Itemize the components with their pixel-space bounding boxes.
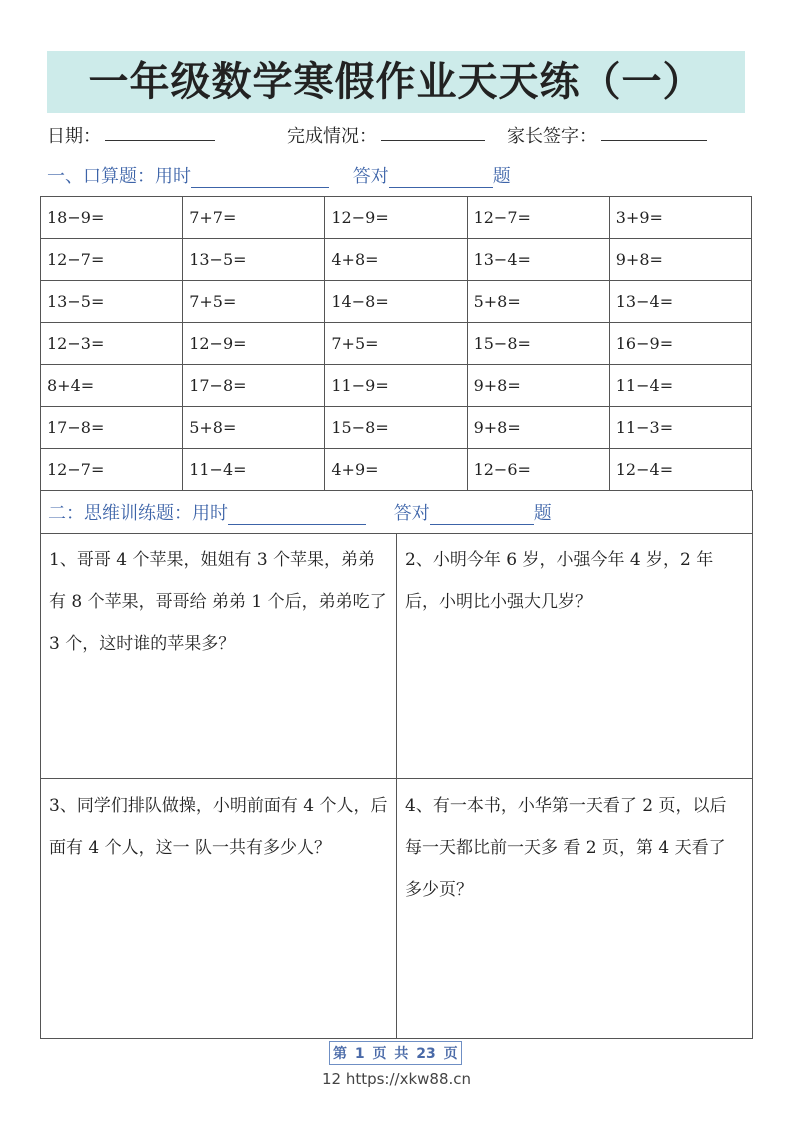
problem-cell[interactable]: 9+8= [467,365,609,407]
footer-url: 12 https://xkw88.cn [321,1070,472,1088]
table-row [41,365,752,407]
table-row [41,323,752,365]
problem-cell[interactable]: 7+5= [183,281,325,323]
problem-cell[interactable]: 11−4= [183,449,325,491]
completion-field[interactable] [287,122,377,148]
correct-label: 答对 [352,166,389,187]
problem-cell[interactable]: 12−6= [467,449,609,491]
problem-cell[interactable]: 9+8= [467,407,609,449]
section1-label: 一、口算题：用时 [47,166,191,187]
problem-cell[interactable]: 12−9= [183,323,325,365]
problem-cell[interactable]: 7+5= [325,323,467,365]
problem-cell[interactable]: 15−8= [325,407,467,449]
table-row [41,281,752,323]
section1-header [47,162,511,188]
problem-cell[interactable]: 13−5= [41,281,183,323]
completion-blank[interactable] [381,122,485,141]
correct-blank-2[interactable] [430,506,534,525]
problem-cell[interactable]: 12−7= [467,197,609,239]
date-blank[interactable] [105,122,215,141]
problem-cell[interactable]: 13−4= [609,281,751,323]
problem-cell[interactable]: 17−8= [41,407,183,449]
problem-cell[interactable]: 13−5= [183,239,325,281]
problem-cell[interactable]: 11−4= [609,365,751,407]
problem-cell[interactable]: 16−9= [609,323,751,365]
problem-cell[interactable]: 12−4= [609,449,751,491]
date-field[interactable] [47,122,101,148]
signature-field[interactable] [507,122,597,148]
problem-2: 2、小明今年 6 岁，小强今年 4 岁，2 年后，小明比小强大几岁？ [405,550,714,612]
problem-cell[interactable]: 12−7= [41,449,183,491]
problem-cell[interactable]: 8+4= [41,365,183,407]
correct-blank[interactable] [389,169,493,188]
problem-cell[interactable]: 13−4= [467,239,609,281]
table-row [41,449,752,491]
problem-cell[interactable]: 3+9= [609,197,751,239]
page-indicator: 第 1 页 共 23 页 [329,1041,462,1065]
unit-label: 题 [492,166,511,187]
problem-cell[interactable]: 12−9= [325,197,467,239]
time-blank[interactable] [191,169,329,188]
section2-label: 二：思维训练题：用时 [48,503,228,524]
info-row [47,122,747,148]
completion-label: 完成情况： [287,126,377,147]
problem-cell[interactable]: 4+8= [325,239,467,281]
problem-cell[interactable]: 12−7= [41,239,183,281]
problem-cell[interactable]: 5+8= [183,407,325,449]
problem-cell[interactable]: 11−3= [609,407,751,449]
unit-label-2: 题 [533,503,552,524]
arithmetic-table [40,196,752,491]
thinking-section [40,490,753,1039]
problem-cell[interactable]: 5+8= [467,281,609,323]
table-row [41,407,752,449]
problem-cell[interactable]: 11−9= [325,365,467,407]
problem-cell[interactable]: 9+8= [609,239,751,281]
problem-3: 3、同学们排队做操，小明前面有 4 个人，后面有 4 个人，这一 队一共有多少人？ [49,796,388,858]
problem-cell[interactable]: 14−8= [325,281,467,323]
problem-cell[interactable]: 12−3= [41,323,183,365]
problem-cell[interactable]: 18−9= [41,197,183,239]
problem-4: 4、有一本书，小华第一天看了 2 页，以后每一天都比前一天多 看 2 页，第 4 天看了多少页？ [405,796,727,900]
page-title: 一年级数学寒假作业天天练（一） [47,51,745,113]
table-row [41,197,752,239]
signature-label: 家长签字： [507,126,597,147]
correct-label-2: 答对 [393,503,430,524]
section2-header [41,491,752,534]
table-row [41,239,752,281]
signature-blank[interactable] [601,122,707,141]
problem-1: 1、哥哥 4 个苹果，姐姐有 3 个苹果，弟弟有 8 个苹果，哥哥给 弟弟 1 个后，弟弟吃了 3 个，这时谁的苹果多？ [49,550,387,654]
problem-cell[interactable]: 4+9= [325,449,467,491]
problem-cell[interactable]: 7+7= [183,197,325,239]
problem-cell[interactable]: 15−8= [467,323,609,365]
time-blank-2[interactable] [228,506,366,525]
date-label: 日期： [47,126,101,147]
problem-cell[interactable]: 17−8= [183,365,325,407]
